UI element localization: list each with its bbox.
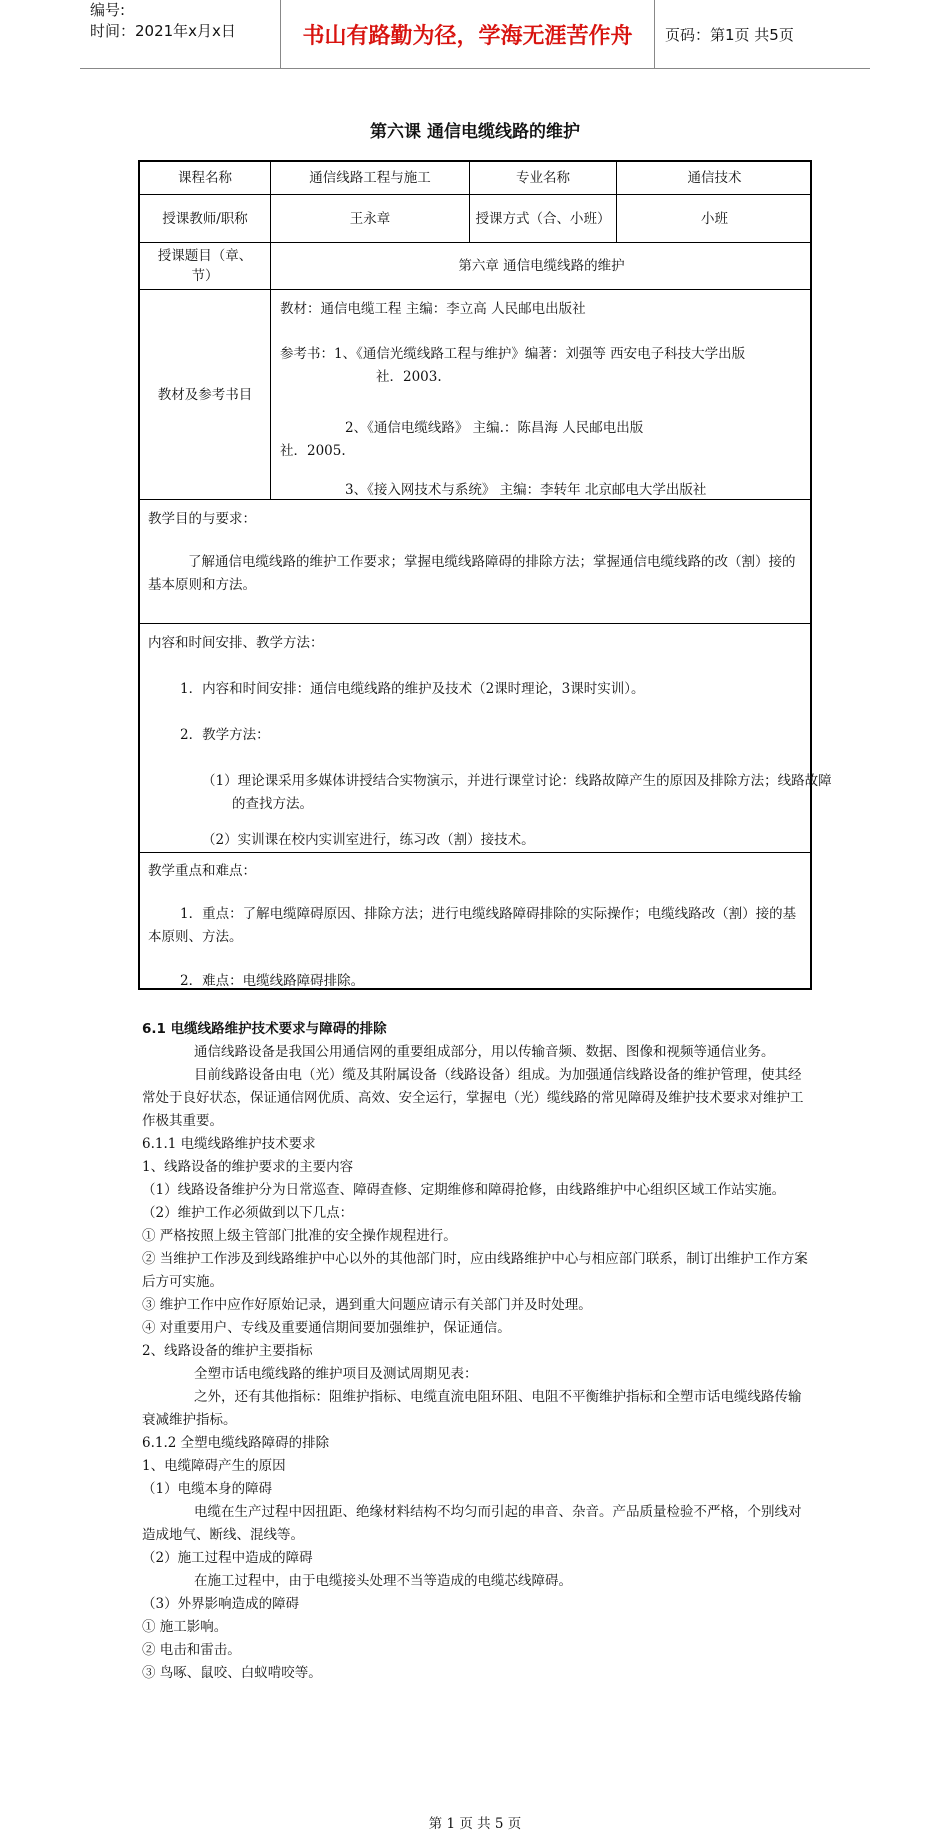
paragraph: 在施工过程中，由于电缆接头处理不当等造成的电缆芯线障碍。 [194, 1573, 572, 1589]
content-label: 内容和时间安排、教学方法： [148, 635, 324, 651]
paragraph: 全塑市话电缆线路的维护项目及测试周期见表： [194, 1366, 478, 1382]
paragraph: 通信线路设备是我国公用通信网的重要组成部分，用以传输音频、数据、图像和视频等通信业务。 [194, 1044, 775, 1060]
teacher-label: 授课教师/职称 [162, 210, 248, 227]
teaching-mode-value: 小班 [701, 210, 728, 227]
teacher-value: 王永章 [349, 210, 391, 227]
content-item-4: （2）实训课在校内实训室进行，练习改（割）接技术。 [202, 832, 535, 848]
page-header [80, 0, 870, 69]
subsection-title: 6.1.2 全塑电缆线路障碍的排除 [142, 1435, 330, 1451]
document-body [142, 1018, 812, 1685]
focus-item-1: 1．重点：了解电缆障碍原因、排除方法；进行电缆线路障碍排除的实际操作；电缆线路改（割）接的基本原则、方法。 [148, 906, 797, 945]
list-heading: 2、线路设备的维护主要指标 [142, 1343, 313, 1359]
textbook-line: 教材：通信电缆工程 主编：李立高 人民邮电出版社 [280, 301, 586, 317]
books-label: 教材及参考书目 [157, 386, 253, 403]
course-info-table [138, 160, 832, 990]
list-item: ④ 对重要用户、专线及重要通信期间要加强维护，保证通信。 [142, 1320, 511, 1336]
list-item: （3）外界影响造成的障碍 [142, 1596, 300, 1612]
paragraph: 之外，还有其他指标：阻维护指标、电缆直流电阻环阻、电阻不平衡维护指标和全塑市话电缆线路传输衰减维护指标。 [142, 1389, 802, 1428]
list-item: ① 严格按照上级主管部门批准的安全操作规程进行。 [142, 1228, 457, 1244]
reference-line-3: 3、《接入网技术与系统》 主编：李转年 北京邮电大学出版社 [345, 482, 707, 498]
topic-value: 第六章 通信电缆线路的维护 [458, 258, 625, 274]
list-item: ③ 维护工作中应作好原始记录，遇到重大问题应请示有关部门并及时处理。 [142, 1297, 592, 1313]
content-item-3: （1）理论课采用多媒体讲授结合实物演示，并进行课堂讨论：线路故障产生的原因及排除方法；线路故障的查找方法。 [202, 773, 832, 812]
paragraph: 电缆在生产过程中因扭距、绝缘材料结构不均匀而引起的串音、杂音。产品质量检验不严格，个别线对造成地气、断线、混线等。 [142, 1504, 802, 1543]
list-item: ② 电击和雷击。 [142, 1642, 241, 1658]
section-title: 6.1 电缆线路维护技术要求与障碍的排除 [142, 1021, 387, 1037]
reference-line-1-cont: 社．2003. [376, 369, 442, 385]
reference-line-2: 2、《通信电缆线路》 主编.：陈昌海 人民邮电出版 [345, 420, 644, 436]
teaching-mode-label: 授课方式（合、小班） [475, 210, 611, 227]
list-item: ② 当维护工作涉及到线路维护中心以外的其他部门时，应由线路维护中心与相应部门联系，制订出维护工作方案后方可实施。 [142, 1251, 808, 1290]
page-footer: 第 1 页 共 5 页 [428, 1816, 522, 1832]
content-item-2: 2．教学方法： [180, 727, 270, 743]
header-motto: 书山有路勤为径，学海无涯苦作舟 [281, 0, 655, 68]
list-item: （2）维护工作必须做到以下几点： [142, 1205, 354, 1221]
paragraph: 目前线路设备由电（光）缆及其附属设备（线路设备）组成。为加强通信线路设备的维护管理，使其经常处于良好状态，保证通信网优质、高效、安全运行，掌握电（光）缆线路的常见障碍及维护技术要求对维护工作极其重要。 [142, 1067, 804, 1129]
document-number-label: 编号: [90, 1, 126, 19]
header-page-label: 页码：第1页 共5页 [665, 25, 794, 44]
reference-line-1: 参考书：1、《通信光缆线路工程与维护》编著：刘强等 西安电子科技大学出版 [280, 346, 746, 362]
topic-label: 授课题目（章、节） [157, 248, 253, 284]
header-meta [80, 0, 281, 68]
document-title: 第六课 通信电缆线路的维护 [370, 122, 580, 142]
list-item: ① 施工影响。 [142, 1619, 228, 1635]
reference-line-2-cont: 社．2005. [280, 443, 346, 459]
major-value: 通信技术 [687, 170, 742, 186]
list-heading: 1、电缆障碍产生的原因 [142, 1458, 286, 1474]
major-label: 专业名称 [516, 170, 570, 186]
course-name-label: 课程名称 [178, 170, 232, 186]
subsection-title: 6.1.1 电缆线路维护技术要求 [142, 1136, 316, 1152]
document-time-label: 时间：2021年x月x日 [90, 22, 236, 40]
list-item: ③ 鸟啄、鼠咬、白蚁啃咬等。 [142, 1665, 322, 1681]
list-heading: 1、线路设备的维护要求的主要内容 [142, 1159, 354, 1175]
goals-text: 了解通信电缆线路的维护工作要求；掌握电缆线路障碍的排除方法；掌握通信电缆线路的改（割）接的基本原则和方法。 [148, 554, 796, 593]
list-item: （1）电缆本身的障碍 [142, 1481, 273, 1497]
list-item: （2）施工过程中造成的障碍 [142, 1550, 313, 1566]
focus-item-2: 2．难点：电缆线路障碍排除。 [180, 973, 365, 989]
list-item: （1）线路设备维护分为日常巡查、障碍查修、定期维修和障碍抢修，由线路维护中心组织区域工作站实施。 [142, 1182, 786, 1198]
goals-label: 教学目的与要求： [148, 511, 256, 527]
course-name-value: 通信线路工程与施工 [309, 170, 431, 186]
focus-label: 教学重点和难点： [148, 863, 256, 879]
content-item-1: 1．内容和时间安排：通信电缆线路的维护及技术（2课时理论，3课时实训）。 [180, 681, 645, 697]
